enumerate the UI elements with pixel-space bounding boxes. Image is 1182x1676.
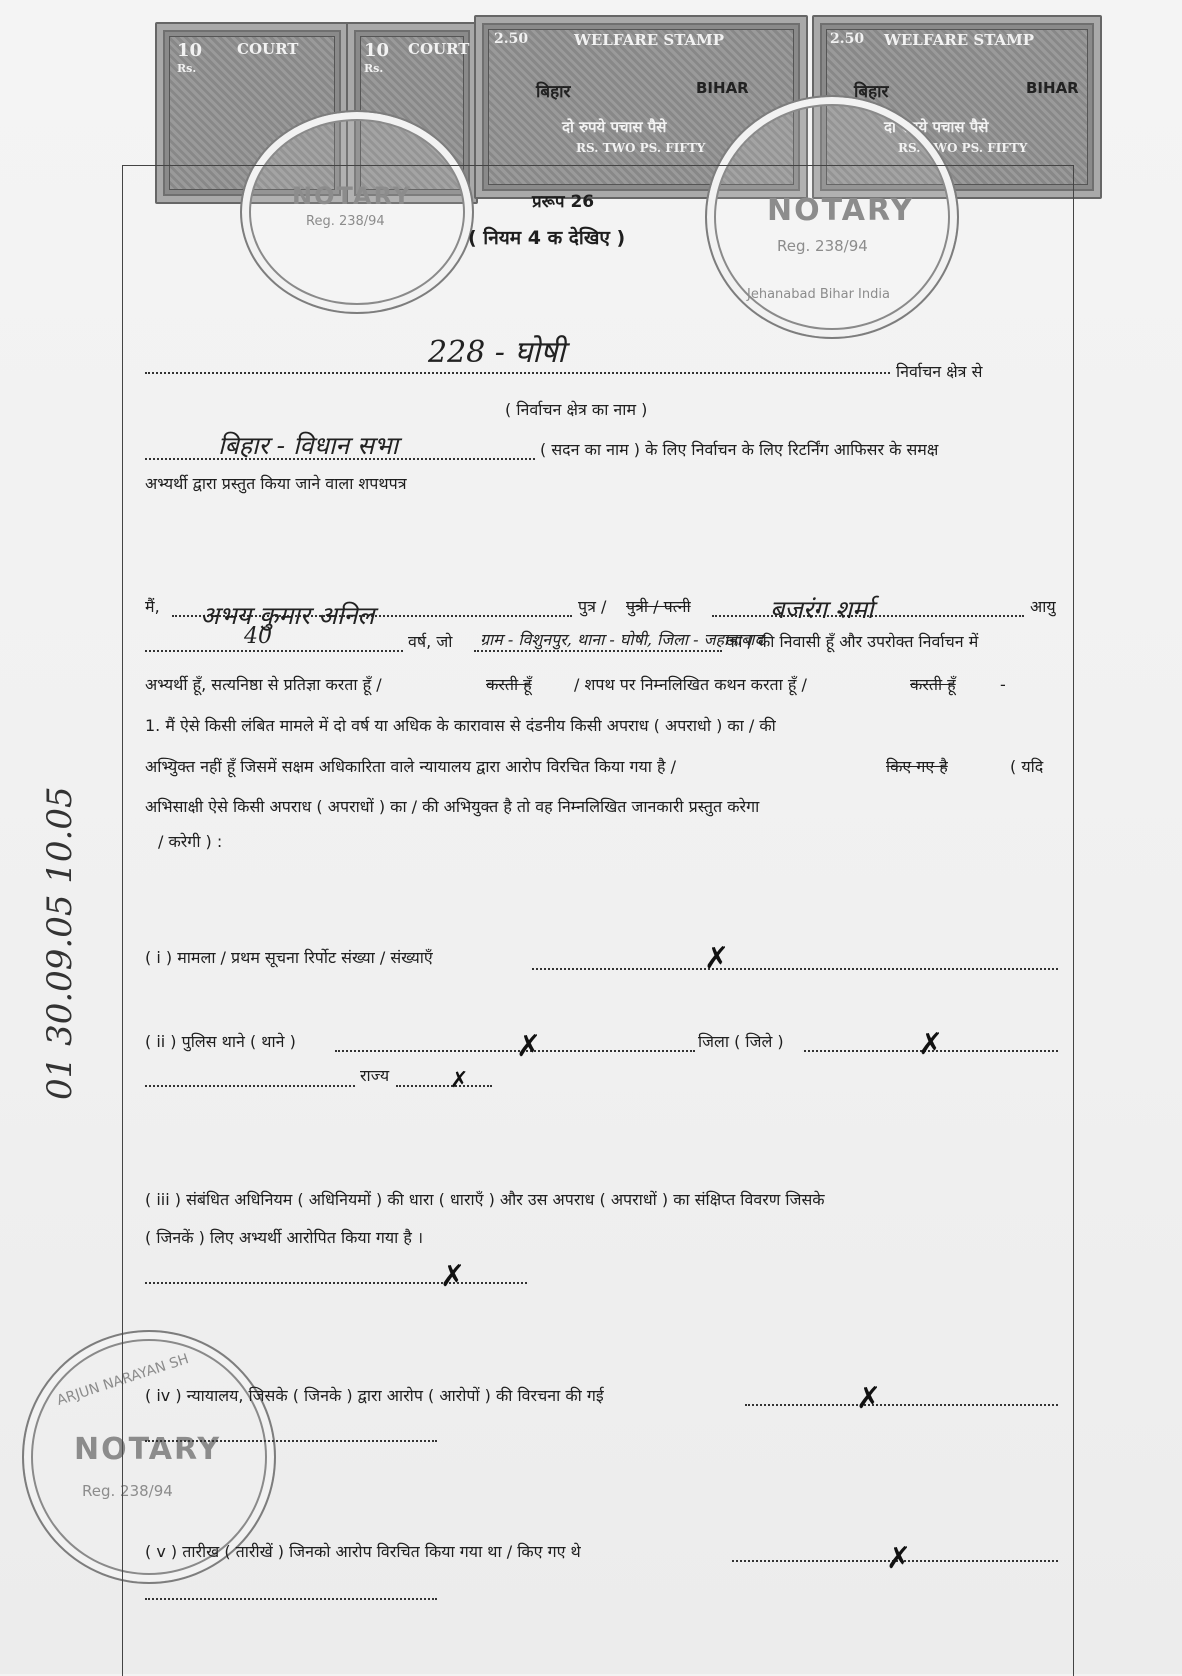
item-v-cross: ✗ <box>886 1541 912 1576</box>
item-iv-line-2 <box>145 1440 437 1442</box>
age-line <box>145 650 403 652</box>
stamp-value: 10 <box>364 40 390 61</box>
stamp-amount-en: RS. TWO PS. FIFTY <box>576 141 706 155</box>
clause1-line2b: ( यदि <box>1010 757 1044 776</box>
item-iii-line <box>145 1282 527 1284</box>
clause1-line3: अभिसाक्षी ऐसे किसी अपराध ( अपराधों ) का / की अभियुक्त है तो वह निम्नलिखित जानकारी प्रस्तुत करेगा <box>145 797 760 816</box>
father-handwritten: बजरंग शर्मा <box>770 595 874 624</box>
item-iv-line <box>745 1404 1058 1406</box>
house-text: ( सदन का नाम ) के लिए निर्वाचन के लिए रिटर्निंग आफिसर के समक्ष <box>540 440 939 459</box>
constituency-suffix: निर्वाचन क्षेत्र से <box>896 362 983 381</box>
clause1-line4: / करेगी ) : <box>158 832 223 851</box>
affirm-dash: - <box>1000 675 1006 694</box>
stamp-bihar-hi: बिहार <box>536 82 571 102</box>
address-handwritten: ग्राम - विशुनपुर, थाना - घोषी, जिला - जहानाबाद <box>480 630 763 649</box>
item-i-label: ( i ) मामला / प्रथम सूचना रिर्पोट संख्या / संख्याएँ <box>145 948 433 967</box>
stamp-bihar-en: BIHAR <box>696 79 749 97</box>
notary-word: NOTARY <box>74 1432 222 1467</box>
house-line2: अभ्यर्थी द्वारा प्रस्तुत किया जाने वाला शपथपत्र <box>145 474 407 493</box>
house-handwritten: बिहार - विधान सभा <box>218 431 399 460</box>
item-iii-line1: ( iii ) संबंधित अधिनियम ( अधिनियमों ) की धारा ( धाराएँ ) और उस अपराध ( अपराधों ) का संक्षिप्त विवरण जिसके <box>145 1190 825 1209</box>
notary-name: ARJUN NARAYAN SH <box>54 1351 191 1409</box>
notary-reg: Reg. 238/94 <box>777 237 868 255</box>
notary-word: NOTARY <box>767 193 915 228</box>
age-handwritten: 40 <box>244 624 272 649</box>
item-ii-label: ( ii ) पुलिस थाने ( थाने ) <box>145 1032 296 1051</box>
resident-text: का / की निवासी हूँ और उपरोक्त निर्वाचन में <box>726 632 979 651</box>
form-number: प्ररूप 26 <box>532 192 595 212</box>
item-i-line <box>532 968 1058 970</box>
stamp-label: COURT <box>237 40 299 58</box>
i-label: मैं, <box>145 597 160 616</box>
constituency-handwritten: 228 - घोषी <box>428 335 566 370</box>
rule-reference: ( नियम 4 क देखिए ) <box>468 227 626 249</box>
item-iv-cross: ✗ <box>856 1381 882 1416</box>
notary-word: NOTARY <box>292 182 413 210</box>
notary-reg: Reg. 238/94 <box>82 1482 173 1500</box>
stamp-label: WELFARE STAMP <box>574 31 725 49</box>
item-iii-cross: ✗ <box>440 1259 466 1294</box>
stamp-bihar-en: BIHAR <box>1026 79 1079 97</box>
stamp-amount-en: RS. TWO PS. FIFTY <box>898 141 1028 155</box>
stamp-amount-hi: दो रुपये पचास पैसे <box>562 118 667 136</box>
stamp-label: WELFARE STAMP <box>884 31 1035 49</box>
stamp-value: 10 <box>177 40 203 61</box>
stamp-bihar-hi: बिहार <box>854 82 889 102</box>
item-iv-label: ( iv ) न्यायालय, जिसके ( जिनके ) द्वारा आरोप ( आरोपों ) की विरचना की गई <box>145 1386 604 1405</box>
stamp-amount-hi: दो रुपये पचास पैसे <box>884 118 989 136</box>
stamp-unit: Rs. <box>364 62 384 75</box>
item-ii-cross-2: ✗ <box>918 1027 944 1062</box>
margin-date-note: 01 30.09.05 10.05 <box>40 786 80 1100</box>
clause1-struck: किए गए है <box>886 757 948 776</box>
age-label: आयु <box>1030 597 1056 616</box>
affirm-text-b: / शपथ पर निम्नलिखित कथन करता हूँ / <box>574 675 807 694</box>
item-ii-state-line <box>396 1085 492 1087</box>
stamp-unit: Rs. <box>177 62 197 75</box>
item-ii-cross-3: ✗ <box>450 1068 469 1093</box>
notary-reg: Reg. 238/94 <box>306 214 385 229</box>
name-handwritten: अभय कुमार अनिल <box>200 601 375 630</box>
clause1-line2a: अभ्युिक्त नहीं हूँ जिसमें सक्षम अधिकारिता वाले न्यायालय द्वारा आरोप विरचित किया गया है / <box>145 757 676 776</box>
notary-place: Jehanabad Bihar India <box>747 287 890 302</box>
item-iii-line2: ( जिनकें ) लिए अभ्यर्थी आरोपित किया गया है । <box>145 1228 424 1247</box>
item-ii-cross-1: ✗ <box>516 1029 542 1064</box>
relation-struck: पुत्री / पत्नी <box>626 597 691 616</box>
constituency-caption: ( निर्वाचन क्षेत्र का नाम ) <box>505 400 648 419</box>
stamp-value: 2.50 <box>830 31 865 47</box>
affirm-text-a: अभ्यर्थी हूँ, सत्यनिष्ठा से प्रतिज्ञा करता हूँ / <box>145 675 382 694</box>
constituency-line <box>145 372 890 374</box>
relation-label: पुत्र / <box>578 597 607 616</box>
affirm-struck-1: करती हूँ <box>486 675 532 694</box>
item-ii-district: जिला ( जिले ) <box>698 1032 784 1051</box>
address-line <box>474 650 722 652</box>
item-v-label: ( v ) तारीख ( तारीखें ) जिनको आरोप विरचित किया गया था / किए गए थे <box>145 1542 581 1561</box>
item-i-cross: ✗ <box>704 941 730 976</box>
form-border <box>122 165 1074 1676</box>
stamp-value: 2.50 <box>494 31 529 47</box>
item-ii-line <box>335 1050 695 1052</box>
item-v-line-2 <box>145 1598 437 1600</box>
item-ii-state: राज्य <box>360 1066 390 1085</box>
affirm-struck-2: करती हूँ <box>910 675 956 694</box>
stamp-label: COURT <box>408 40 470 58</box>
years-label: वर्ष, जो <box>408 632 453 651</box>
item-ii-line-2 <box>145 1085 355 1087</box>
clause1-line1: 1. मैं ऐसे किसी लंबित मामले में दो वर्ष या अधिक के कारावास से दंडनीय किसी अपराध ( अपराधो ) का / की <box>145 716 776 735</box>
